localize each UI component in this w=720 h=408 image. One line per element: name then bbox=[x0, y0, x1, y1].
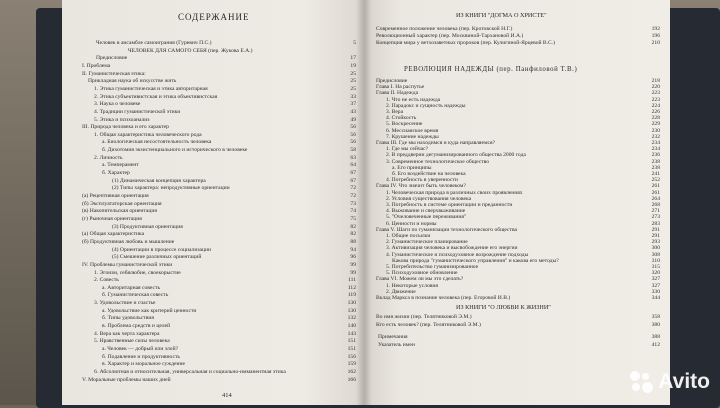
toc-entry-text: Указатель имен bbox=[378, 341, 415, 348]
toc-entry-text: б. Типы удовольствия bbox=[102, 315, 154, 322]
toc-entry-text: Революционный характер (пер. Москвиной-Тархановой И.А.) bbox=[376, 33, 524, 39]
toc-entry-text: 4. Гуманистическое и психодуховное возрождение подходы bbox=[386, 251, 529, 258]
toc-entry-text: 1. Эгоизм, себялюбие, своекорыстие bbox=[94, 269, 181, 276]
toc-entry-text: а. Авторитарная совесть bbox=[102, 284, 161, 291]
toc-entry-text: а. Его принципы bbox=[392, 164, 432, 171]
toc-entry-text: Во имя жизни (пер. Телятниковой Э.М.) bbox=[376, 314, 472, 320]
toc-entry-text: Кто есть человек? (пер. Телятниковой Э.М.) bbox=[376, 321, 481, 328]
toc-entry-page: 56 bbox=[350, 131, 356, 138]
left-page-heading: СОДЕРЖАНИЕ bbox=[178, 12, 250, 22]
toc-entry-text: II. Гуманистическая этика: bbox=[82, 70, 146, 77]
toc-entry-page: 228 bbox=[651, 115, 660, 122]
toc-entry-text: Современное положение человека (пер. Кротовской Н.Г.) bbox=[376, 26, 513, 32]
toc-entry-page: 94 bbox=[350, 246, 356, 253]
toc-entry-page: 232 bbox=[651, 133, 660, 140]
toc-entry-text: 5. Этика и психоанализ bbox=[94, 116, 150, 123]
toc-entry-page: 308 bbox=[651, 251, 660, 258]
toc-entry-text: (4) Ориентации в процессе социализации bbox=[112, 246, 212, 253]
toc-entry-text: 2. Совесть bbox=[94, 277, 119, 284]
toc-entry-text: а. Удовольствие как критерий ценности bbox=[102, 307, 197, 314]
toc-entry-page: 238 bbox=[651, 164, 660, 171]
toc-entry-text: Глава II. Надежда bbox=[376, 90, 419, 97]
toc-entry-page: 75 bbox=[350, 215, 356, 222]
toc-entry-page: 300 bbox=[651, 245, 660, 252]
toc-entry-page: 74 bbox=[350, 208, 356, 215]
toc-entry-text: Глава VI. Можем ли мы это сделать? bbox=[376, 276, 464, 283]
toc-entry-text: Примечания bbox=[378, 334, 408, 340]
toc-entry-page: 49 bbox=[350, 116, 356, 123]
toc-entry-page: 99 bbox=[350, 261, 356, 268]
toc-entry-page: 234 bbox=[651, 140, 660, 146]
toc-entry-text: (2) Типы характера: непродуктивные ориентации bbox=[112, 185, 230, 192]
toc-entry-page: 63 bbox=[350, 154, 356, 161]
toc-entry-page: 5 bbox=[353, 40, 356, 46]
toc-entry-text: 1. Что не есть надежда bbox=[386, 96, 441, 103]
toc-entry-text: 3. Современное технологическое общество bbox=[386, 158, 490, 165]
toc-entry-page: 67 bbox=[350, 177, 356, 184]
toc-entry-page: 43 bbox=[350, 108, 356, 115]
toc-entry-page: 315 bbox=[651, 264, 660, 270]
toc-entry-text: 5. Потребительство гуманизированное bbox=[386, 264, 479, 270]
toc-entry-page: 72 bbox=[350, 193, 356, 199]
avito-watermark-text: Avito bbox=[658, 370, 710, 393]
toc-entry-text: 7. Крушение надежды bbox=[386, 133, 439, 140]
right-love-heading: ИЗ КНИГИ "О ЛЮБВИ К ЖИЗНИ" bbox=[456, 304, 551, 311]
toc-entry-text: (а) Рецептивная ориентация bbox=[82, 193, 149, 199]
toc-entry-text: 1. Где мы сейчас? bbox=[386, 146, 429, 153]
toc-entry-page: 238 bbox=[651, 158, 660, 165]
toc-entry-page: 166 bbox=[347, 376, 356, 383]
toc-entry-page: 119 bbox=[347, 292, 356, 299]
toc-entry-text: 2. Этика субъективистская и этика объективистская bbox=[94, 93, 218, 100]
toc-entry-page: 234 bbox=[651, 146, 660, 153]
toc-entry-text: 1. Этика гуманистическая и этика авторитарная bbox=[94, 85, 208, 92]
toc-entry-page: 58 bbox=[350, 147, 356, 154]
toc-entry-text: (в) Накопительская ориентация bbox=[82, 208, 157, 215]
toc-entry-text: Глава I. На распутье bbox=[376, 84, 425, 91]
toc-entry-page: 67 bbox=[350, 170, 356, 177]
toc-entry-text: 2. Движение bbox=[386, 288, 416, 295]
toc-entry-text: 5. "Очеловеченные переживания" bbox=[386, 214, 467, 221]
toc-entry-page: 151 bbox=[347, 338, 356, 345]
toc-entry-text: 3. Активизация человека и высвобождение его энергии bbox=[386, 245, 518, 252]
toc-entry-text: 2. Личность bbox=[94, 154, 123, 161]
toc-entry-text: б. Гуманистическая совесть bbox=[102, 292, 169, 299]
toc-entry-text: Какова природа "гуманистического управления" и какова его методы? bbox=[392, 257, 559, 264]
toc-entry-page: 412 bbox=[651, 341, 660, 348]
toc-entry-page: 64 bbox=[350, 162, 356, 169]
toc-entry-page: 151 bbox=[347, 346, 356, 352]
toc-entry-text: 5. Психодуховное обновление bbox=[386, 270, 458, 277]
toc-entry-page: 56 bbox=[350, 124, 356, 131]
toc-entry-page: 111 bbox=[348, 277, 356, 284]
toc-entry-text: (а) Общая характеристика bbox=[82, 231, 145, 238]
toc-entry-page: 25 bbox=[350, 85, 356, 92]
toc-entry-page: 236 bbox=[651, 152, 660, 159]
toc-entry-text: б. Подавление и продуктивность bbox=[102, 353, 180, 360]
toc-entry-text: 6. Мессианское время bbox=[386, 127, 439, 134]
toc-entry-text: (б) Эксплуататорская ориентация bbox=[82, 200, 162, 207]
toc-entry-page: 159 bbox=[347, 361, 356, 368]
toc-entry-page: 33 bbox=[350, 93, 356, 100]
toc-entry-page: 17 bbox=[350, 55, 356, 62]
toc-entry-page: 388 bbox=[651, 334, 660, 340]
toc-entry-page: 380 bbox=[651, 321, 660, 328]
toc-entry-text: 4. Выживание и сверхвыживание bbox=[386, 208, 466, 215]
toc-entry-page: 241 bbox=[651, 171, 660, 177]
toc-entry-text: Концепция мира у ветхозаветных пророков (пер. Кулигиной-Ярцевой В.С.) bbox=[376, 40, 556, 46]
toc-entry-page: 82 bbox=[350, 231, 356, 238]
toc-entry-text: 6. Ценности и нормы bbox=[386, 220, 437, 227]
toc-entry-page: 224 bbox=[651, 102, 660, 109]
toc-entry-page: 358 bbox=[651, 314, 660, 320]
book-gutter bbox=[356, 0, 372, 405]
left-page bbox=[62, 0, 364, 405]
toc-entry-page: 223 bbox=[651, 96, 660, 103]
toc-entry-page: 291 bbox=[651, 233, 660, 239]
toc-entry-text: 6. Абсолютная и относительная, универсальная и социально-имманентная этика bbox=[94, 368, 286, 375]
toc-entry-page: 327 bbox=[651, 276, 660, 283]
toc-entry-page: 291 bbox=[651, 226, 660, 233]
toc-entry-text: 1. Некоторые условия bbox=[386, 282, 438, 289]
toc-entry-text: 5. Воскресение bbox=[386, 121, 423, 128]
toc-entry-text: в. Проблема средств и целей bbox=[102, 323, 171, 330]
toc-entry-text: III. Природа человека и его характер bbox=[82, 124, 169, 131]
toc-entry-page: 293 bbox=[651, 239, 660, 246]
toc-entry-text: б. Характер bbox=[102, 170, 130, 177]
toc-entry-page: 268 bbox=[651, 202, 660, 208]
toc-entry-text: 5. Нравственные силы человека bbox=[94, 338, 170, 345]
toc-entry-text: 3. Удовольствие и счастье bbox=[94, 300, 156, 307]
toc-entry-page: 320 bbox=[651, 270, 660, 277]
toc-entry-text: а. Биологическая несостоятельность человека bbox=[102, 139, 212, 146]
toc-entry-text: 3. Наука о человеке bbox=[94, 101, 141, 108]
toc-entry-page: 162 bbox=[347, 368, 356, 375]
toc-entry-page: 261 bbox=[651, 183, 660, 190]
toc-entry-text: 2. В преддверии дегуманизированного общества 2000 года bbox=[386, 152, 526, 159]
toc-entry-text: 3. Вера bbox=[386, 109, 404, 115]
toc-entry-text: 4. Потребность в уверенности bbox=[386, 177, 458, 184]
toc-entry-text: а. Человек — добрый или злой? bbox=[102, 346, 179, 352]
toc-entry-page: 37 bbox=[350, 101, 356, 108]
toc-entry-text: 2. Парадокс и сущность надежды bbox=[386, 102, 466, 109]
toc-entry-page: 88 bbox=[350, 238, 356, 245]
toc-entry-page: 330 bbox=[651, 288, 660, 295]
toc-entry-page: 56 bbox=[350, 139, 356, 146]
toc-entry-text: Вклад Маркса в познание человека (пер. Егоровой И.В.) bbox=[376, 295, 511, 301]
toc-entry-page: 210 bbox=[651, 40, 660, 46]
toc-entry-page: 25 bbox=[350, 78, 356, 85]
toc-entry-text: 4. Традиции гуманистической этики bbox=[94, 108, 181, 115]
toc-entry-page: 273 bbox=[651, 214, 660, 221]
avito-logo-icon bbox=[628, 369, 654, 395]
avito-watermark bbox=[628, 369, 710, 395]
toc-entry-page: 261 bbox=[651, 189, 660, 196]
toc-entry-text: IV. Проблемы гуманистической этики bbox=[82, 261, 173, 268]
right-top-heading: ИЗ КНИГИ "ДОГМА О ХРИСТЕ" bbox=[456, 12, 547, 19]
toc-entry-page: 220 bbox=[651, 84, 660, 91]
toc-entry-text: (1) Динамическая концепция характера bbox=[112, 177, 206, 184]
toc-entry-text: (5) Смешение различных ориентаций bbox=[112, 254, 202, 261]
toc-entry-text: I. Проблема bbox=[82, 62, 111, 69]
toc-entry-text: б. Его воздействие на человека bbox=[392, 171, 466, 177]
toc-entry-page: 156 bbox=[347, 353, 356, 360]
toc-entry-page: 271 bbox=[651, 208, 660, 215]
toc-entry-page: 196 bbox=[651, 33, 660, 39]
right-section-heading: РЕВОЛЮЦИЯ НАДЕЖДЫ (пер. Панфиловой Т.В.) bbox=[404, 66, 578, 73]
toc-entry-page: 140 bbox=[347, 323, 356, 330]
toc-entry-page: 25 bbox=[350, 70, 356, 77]
toc-entry-text: 1. Общие посылки bbox=[386, 233, 431, 239]
toc-entry-page: 99 bbox=[350, 269, 356, 276]
toc-entry-text: (3) Продуктивная ориентация bbox=[112, 223, 183, 230]
toc-entry-text: (г) Рыночная ориентация bbox=[82, 215, 142, 222]
toc-entry-page: 143 bbox=[347, 330, 356, 337]
toc-entry-page: 344 bbox=[651, 295, 660, 301]
toc-entry-text: 4. Стойкость bbox=[386, 115, 417, 122]
toc-entry-text: в. Характер и моральное суждение bbox=[102, 361, 185, 368]
toc-entry-text: V. Моральные проблемы наших дней bbox=[82, 376, 171, 383]
toc-entry-text: Глава III. Где мы находимся и куда направляемся? bbox=[376, 140, 496, 146]
toc-entry-text: 4. Вера как черта характера bbox=[94, 330, 160, 337]
toc-entry-page: 283 bbox=[651, 220, 660, 227]
toc-entry-page: 130 bbox=[347, 307, 356, 314]
toc-entry-page: 226 bbox=[651, 109, 660, 115]
toc-entry-text: (б) Продуктивная любовь и мышление bbox=[82, 238, 175, 245]
toc-entry-text: 1. Человеческая природа в различных своих проявлениях bbox=[386, 189, 523, 196]
toc-entry-page: 192 bbox=[651, 26, 660, 32]
toc-entry-text: Человек в ансамбле самоиграния (Гуревич П.С.) bbox=[96, 40, 212, 46]
toc-entry-text: 3. Потребность в системе ориентации и преданности bbox=[386, 202, 513, 208]
toc-entry-text: Предисловие bbox=[96, 55, 128, 62]
toc-entry-page: 310 bbox=[651, 257, 660, 264]
toc-entry-page: 252 bbox=[651, 177, 660, 184]
toc-entry-text: 2. Гуманистическое планирование bbox=[386, 239, 468, 246]
toc-entry-text: а. Темперамент bbox=[102, 162, 139, 169]
toc-entry-text: 2. Условия существования человека bbox=[386, 195, 472, 202]
toc-entry-page: 130 bbox=[347, 300, 356, 307]
toc-entry-text: Глава IV. Что значит быть человеком? bbox=[376, 183, 466, 190]
toc-entry-page: 229 bbox=[651, 121, 660, 128]
toc-entry-page: 73 bbox=[350, 200, 356, 207]
toc-entry-page: 327 bbox=[651, 282, 660, 289]
toc-entry-page: 264 bbox=[651, 195, 660, 202]
toc-entry-page: 19 bbox=[350, 62, 356, 69]
toc-entry-text: Предисловие bbox=[376, 78, 408, 84]
toc-entry-text: Глава V. Шаги по гуманизации технологического общества bbox=[376, 226, 518, 233]
toc-entry-page: 230 bbox=[651, 127, 660, 134]
toc-entry-text: Прикладная наука об искусстве жить bbox=[88, 78, 177, 85]
toc-entry-text: б. Дихотомия экзистенциального и исторического в человеке bbox=[102, 147, 248, 154]
toc-entry-page: 132 bbox=[347, 315, 356, 322]
toc-entry-text: 1. Общая характеристика человеческого рода bbox=[94, 131, 202, 138]
toc-entry-page: 218 bbox=[651, 78, 660, 84]
toc-entry-page: 72 bbox=[350, 185, 356, 192]
toc-entry-page: 112 bbox=[347, 284, 356, 291]
left-page-number: 414 bbox=[222, 392, 232, 399]
toc-entry-page: 223 bbox=[651, 90, 660, 97]
right-page bbox=[364, 0, 670, 405]
toc-entry-page: 82 bbox=[350, 223, 356, 230]
toc-entry-text: ЧЕЛОВЕК ДЛЯ САМОГО СЕБЯ (пер. Жукова Е.А.) bbox=[128, 47, 253, 54]
toc-entry-page: 96 bbox=[350, 254, 356, 261]
